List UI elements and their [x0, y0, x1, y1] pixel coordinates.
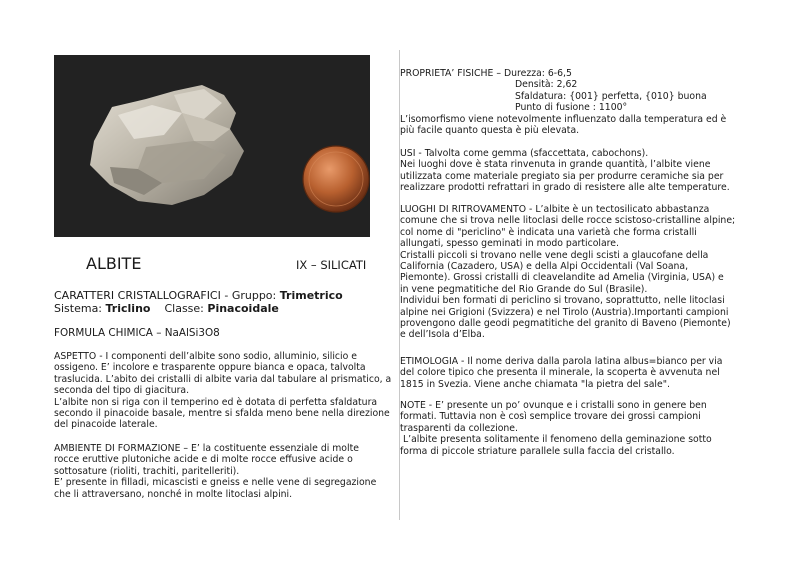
mineral-title: ALBITE	[86, 254, 142, 273]
luoghi-line: LUOGHI DI RITROVAMENTO - L’albite è un tectosilicato abbastanza	[400, 204, 710, 215]
aspetto-line: seconda del tipo di giacitura.	[54, 385, 190, 397]
crystal-class-value: Pinacoidale	[207, 302, 279, 315]
section-proprieta	[400, 68, 726, 136]
luoghi-line: allungati, spesso geminati in modo particolare.	[400, 238, 619, 250]
usi-line: realizzare prodotti refrattari in grado di resistere alle alte temperature.	[400, 182, 730, 194]
proprieta-sfaldatura: Sfaldatura: {001} perfetta, {010} buona	[515, 90, 707, 102]
mineral-photo-drawing	[54, 55, 370, 237]
section-note	[400, 400, 712, 457]
crystal-system-value: Triclino	[105, 302, 151, 315]
proprieta-note-line: più facile quanto questa è più elevata.	[400, 125, 580, 137]
proprieta-durezza: PROPRIETA’ FISICHE – Durezza: 6-6,5	[400, 68, 572, 79]
ambiente-line: sottosature (rioliti, trachiti, paritelleriti).	[54, 465, 240, 477]
proprieta-densita: Densità: 2,62	[515, 79, 578, 91]
section-luoghi	[400, 204, 735, 341]
crystal-class-label: Classe:	[164, 302, 208, 315]
ambiente-line: AMBIENTE DI FORMAZIONE – E’ la costituente essenziale di molte	[54, 443, 359, 454]
mineral-category: IX – SILICATI	[296, 258, 367, 272]
section-ambiente	[54, 443, 376, 500]
crystal-group-label: CARATTERI CRISTALLOGRAFICI - Gruppo:	[54, 289, 280, 302]
aspetto-line: del pinacoide laterale.	[54, 419, 158, 431]
ambiente-line: che li attraversano, nonché in molte litoclasi alpini.	[54, 488, 293, 500]
note-line: NOTE - E’ presente un po’ ovunque e i cristalli sono in genere ben	[400, 400, 707, 411]
note-line: formati. Tuttavia non è così semplice trovare dei grossi campioni	[400, 411, 701, 423]
usi-line: USI - Talvolta come gemma (sfaccettata, cabochons).	[400, 148, 649, 159]
section-usi	[400, 148, 730, 194]
proprieta-note-line: L’isomorfismo viene notevolmente influenzato dalla temperatura ed è	[400, 113, 727, 125]
luoghi-line: col nome di "periclino" è indicata una varietà che forma cristalli	[400, 226, 697, 238]
crystal-group-line	[54, 289, 343, 302]
note-line: trasparenti da collezione.	[400, 422, 518, 434]
crystal-system-line	[54, 302, 279, 315]
ambiente-line: E’ presente in filladi, micascisti e gneiss e nelle vene di segregazione	[54, 477, 377, 489]
aspetto-line: traslucida. L’abito dei cristalli di albite varia dal tabulare al prismatico, a	[54, 373, 392, 385]
luoghi-line: Individui ben formati di periclino si trovano, soprattutto, nelle litoclasi	[400, 295, 725, 307]
luoghi-line: Piemonte). Grossi cristalli di cleavelandite ad Amelia (Virginia, USA) e	[400, 272, 724, 284]
luoghi-line: Cristalli piccoli si trovano nelle vene degli scisti a glaucofane della	[400, 249, 709, 261]
section-aspetto	[54, 351, 391, 431]
luoghi-line: comune che si trova nelle litoclasi delle rocce scistoso-cristalline alpine;	[400, 215, 736, 227]
etimologia-line: ETIMOLOGIA - Il nome deriva dalla parola latina albus=bianco per via	[400, 356, 723, 367]
etimologia-line: del colore tipico che presenta il minerale, la scoperta è avvenuta nel	[400, 367, 720, 379]
aspetto-line: L’albite non si riga con il temperino ed è dotata di perfetta sfaldatura	[54, 396, 378, 408]
aspetto-line: secondo il pinacoide basale, mentre si sfalda meno bene nella direzione	[54, 408, 390, 420]
crystal-group-value: Trimetrico	[279, 289, 343, 302]
luoghi-line: e dell’Isola d’Elba.	[400, 329, 485, 341]
luoghi-line: alpine nei Grigioni (Svizzera) e nel Tirolo (Austria).Importanti campioni	[400, 306, 729, 318]
usi-line: Nei luoghi dove è stata rinvenuta in grande quantità, l’albite viene	[400, 159, 711, 171]
aspetto-line: ossigeno. E’ incolore e trasparente oppure bianca e opaca, talvolta	[54, 362, 366, 374]
chemical-formula: FORMULA CHIMICA – NaAlSi3O8	[54, 327, 220, 339]
etimologia-line: 1815 in Svezia. Viene anche chiamata "la pietra del sale".	[400, 378, 670, 390]
luoghi-line: provengono dalle geodi pegmatitiche del granito di Baveno (Piemonte)	[400, 318, 731, 330]
note-line: forma di piccole striature parallele sulla faccia del cristallo.	[400, 445, 675, 457]
ambiente-line: rocce eruttive plutoniche acide e di molte rocce effusive acide o	[54, 454, 353, 466]
mineral-photo	[54, 55, 370, 237]
proprieta-fusione: Punto di fusione : 1100°	[515, 102, 628, 114]
note-line: L’albite presenta solitamente il fenomeno della geminazione sotto	[400, 434, 712, 446]
luoghi-line: California (Cazadero, USA) e della Alpi Occidentali (Val Soana,	[400, 261, 689, 273]
section-etimologia	[400, 356, 722, 390]
usi-line: utilizzata come materiale pregiato sia per produrre ceramiche sia per	[400, 170, 724, 182]
luoghi-line: in vene pegmatitiche del Rio Grande do Sul (Brasile).	[400, 283, 648, 295]
crystal-system-label: Sistema:	[54, 302, 106, 315]
aspetto-line: ASPETTO - I componenti dell’albite sono sodio, alluminio, silicio e	[54, 351, 357, 362]
